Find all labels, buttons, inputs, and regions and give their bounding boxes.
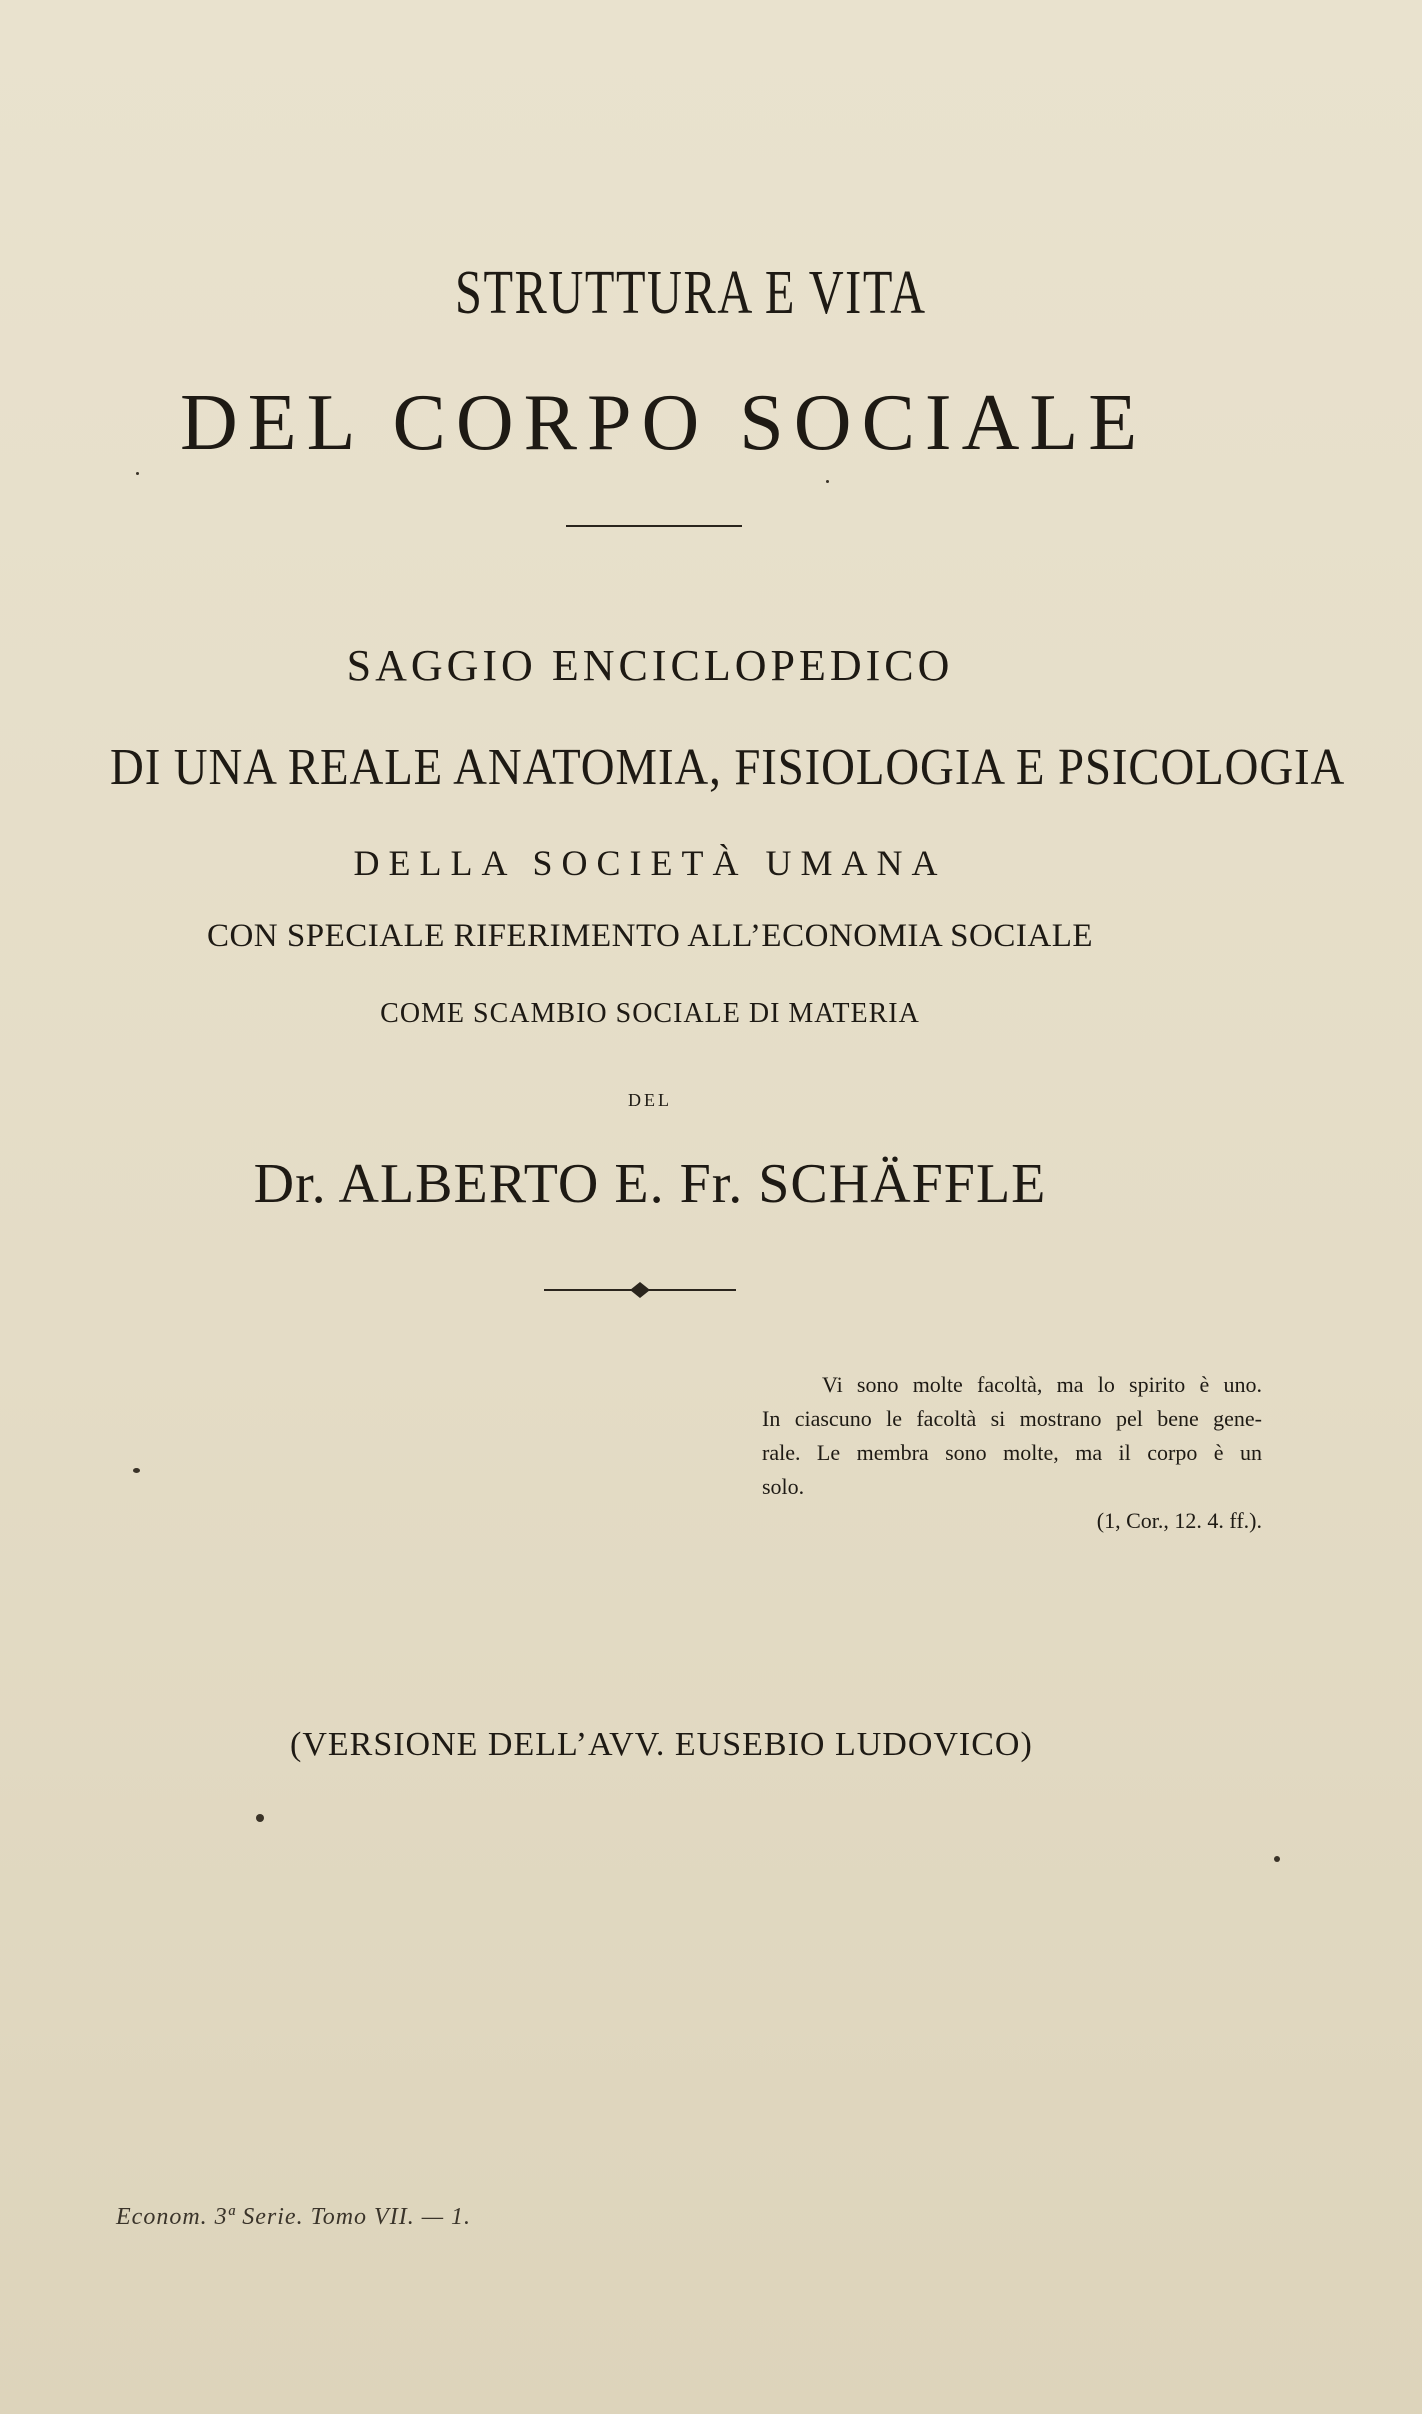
paper-speck <box>136 472 139 475</box>
title-line-1: STRUTTURA E VITA <box>455 259 927 327</box>
byline-del: DEL <box>628 1090 672 1110</box>
subtitle-line-4: CON SPECIALE RIFERIMENTO ALL’ECONOMIA SOCIALE <box>206 918 1094 954</box>
paper-speck <box>826 480 829 483</box>
paper-speck <box>133 1468 140 1473</box>
subtitle-line-1: SAGGIO ENCICLOPEDICO <box>346 641 954 690</box>
epigraph-line: solo. <box>762 1474 805 1499</box>
epigraph <box>762 1368 1262 1538</box>
ornament-divider-icon <box>540 1278 740 1302</box>
epigraph-line: Vi sono molte facoltà, ma lo spirito è uno. <box>822 1372 1262 1397</box>
author-name: Dr. ALBERTO E. Fr. SCHÄFFLE <box>253 1153 1047 1215</box>
title-line-2: DEL CORPO SOCIALE <box>180 379 1148 467</box>
title-rule <box>566 525 742 527</box>
epigraph-citation: (1, Cor., 12. 4. ff.). <box>1096 1508 1262 1533</box>
paper-speck <box>256 1814 264 1822</box>
epigraph-line: rale. Le membra sono molte, ma il corpo è un <box>762 1440 1262 1465</box>
paper-speck <box>1274 1856 1280 1862</box>
signature-footer: Econom. 3ª Serie. Tomo VII. — 1. <box>116 2204 472 2230</box>
subtitle-line-2: DI UNA REALE ANATOMIA, FISIOLOGIA E PSICOLOGIA <box>110 739 1346 796</box>
epigraph-line: In ciascuno le facoltà si mostrano pel bene gene- <box>762 1406 1262 1431</box>
translation-credit: (VERSIONE DELL’AVV. EUSEBIO LUDOVICO) <box>290 1726 1033 1763</box>
subtitle-line-3: DELLA SOCIETÀ UMANA <box>353 843 947 883</box>
subtitle-line-5: COME SCAMBIO SOCIALE DI MATERIA <box>380 998 920 1029</box>
